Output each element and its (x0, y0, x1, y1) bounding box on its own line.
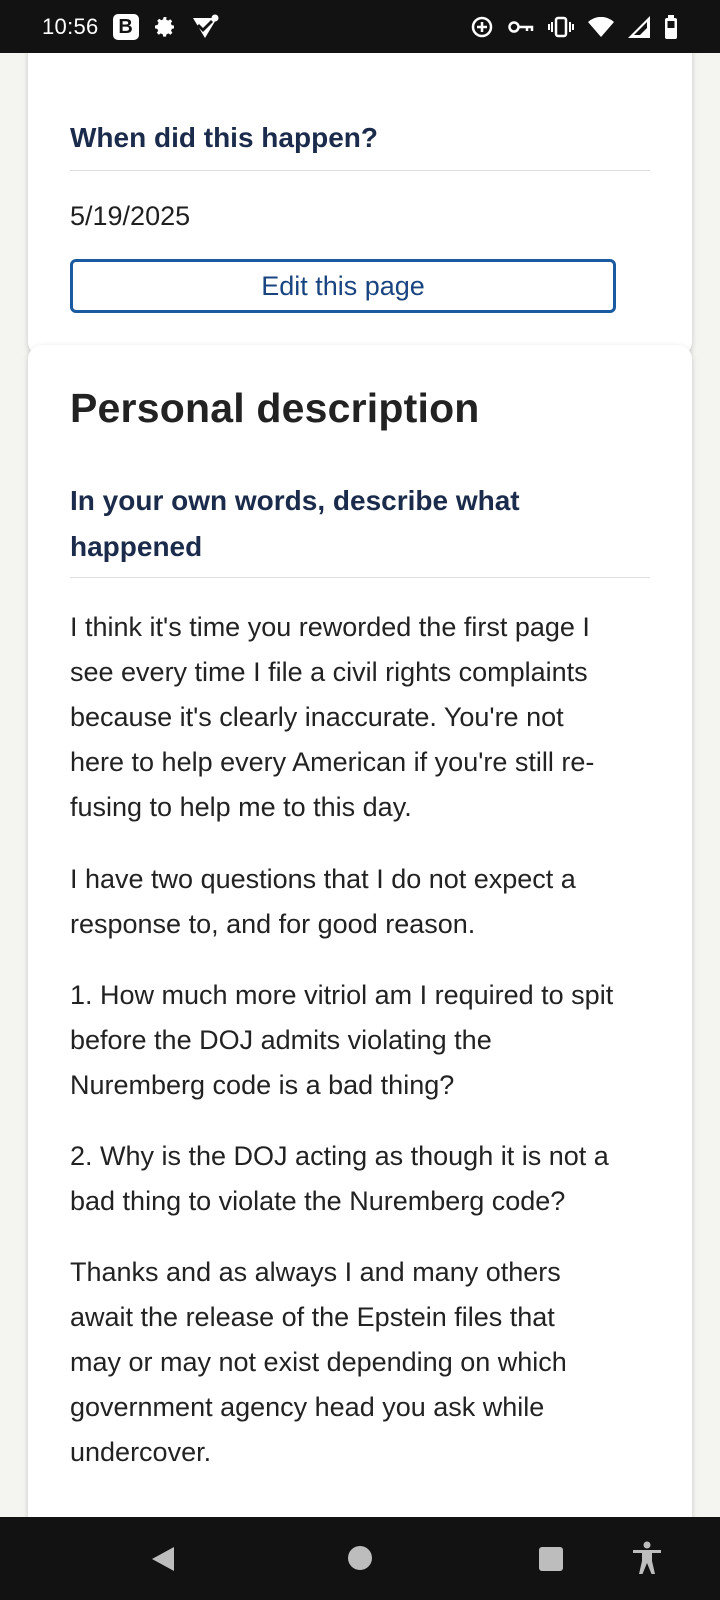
description-paragraph (70, 973, 650, 1108)
status-bar (0, 0, 720, 53)
vibrate-icon (548, 16, 574, 38)
paragraph-line: Nuremberg code is a bad thing? (70, 1070, 455, 1100)
description-paragraph (70, 1250, 650, 1475)
paragraph-line: see every time I file a civil rights complaints (70, 657, 588, 687)
paragraph-line: await the release of the Epstein files that (70, 1302, 555, 1332)
paragraph-line: here to help every American if you're still re- (70, 747, 595, 777)
paragraph-line: because it's clearly inaccurate. You're not (70, 702, 564, 732)
section-title: Personal description (70, 385, 480, 431)
back-icon[interactable] (150, 1545, 178, 1578)
navigation-bar (0, 1517, 720, 1600)
divider (70, 170, 650, 171)
paragraph-line: Thanks and as always I and many others (70, 1257, 561, 1287)
recents-icon[interactable] (538, 1546, 564, 1577)
paragraph-line: government agency head you ask while (70, 1392, 545, 1422)
paragraph-line: response to, and for good reason. (70, 909, 476, 939)
description-paragraph (70, 605, 650, 830)
scroll-content[interactable] (0, 53, 720, 1517)
personal-description-card (28, 345, 692, 1517)
battery-icon (664, 15, 678, 39)
paragraph-line: I have two questions that I do not expect a (70, 864, 576, 894)
home-icon[interactable] (347, 1545, 373, 1576)
check-shield-icon (191, 14, 219, 40)
date-answer: 5/19/2025 (70, 201, 191, 231)
paragraph-line: bad thing to violate the Nuremberg code? (70, 1186, 566, 1216)
status-left (42, 14, 219, 40)
description-question-line: happened (70, 531, 203, 562)
divider (70, 577, 650, 578)
paragraph-line: before the DOJ admits violating the (70, 1025, 492, 1055)
data-saver-icon (470, 15, 494, 39)
date-card (28, 53, 692, 356)
description-question-line: In your own words, describe what (70, 485, 520, 516)
paragraph-line: 2. Why is the DOJ acting as though it is not a (70, 1141, 609, 1171)
edit-page-button[interactable]: Edit this page (70, 259, 616, 313)
wifi-icon (588, 17, 614, 37)
paragraph-line: I think it's time you reworded the first page I (70, 612, 590, 642)
paragraph-line: fusing to help me to this day. (70, 792, 412, 822)
paragraph-line: undercover. (70, 1437, 212, 1467)
description-question (70, 478, 520, 570)
status-time: 10:56 (42, 13, 99, 39)
status-right (470, 15, 678, 39)
vpn-key-icon (508, 19, 534, 35)
paragraph-line: 1. How much more vitriol am I required to spit (70, 980, 614, 1010)
cell-signal-icon (628, 16, 650, 38)
date-question: When did this happen? (70, 122, 378, 153)
paragraph-line: may or may not exist depending on which (70, 1347, 567, 1377)
gear-icon (153, 15, 177, 39)
accessibility-icon[interactable] (632, 1541, 662, 1580)
description-paragraph (70, 857, 650, 947)
description-paragraph (70, 1134, 650, 1224)
b-badge-icon: B (113, 14, 139, 40)
